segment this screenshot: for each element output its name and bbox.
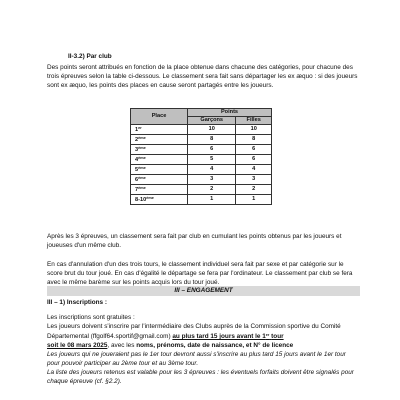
points-header: Points bbox=[188, 109, 272, 117]
boys-points-cell: 2 bbox=[188, 185, 236, 195]
boys-points-cell: 10 bbox=[188, 125, 236, 135]
place-cell: 6ème bbox=[131, 175, 188, 185]
girls-points-cell: 8 bbox=[236, 135, 272, 145]
table-row bbox=[131, 135, 272, 145]
boys-points-cell: 3 bbox=[188, 175, 236, 185]
cancellation-paragraph: En cas d'annulation d'un des trois tours, le classement individuel sera fait par sexe et par catégorie sur le score brut du tour joué. En cas d'égalité le départage se fera par l'ordinateur. Le classement par club se fera avec le même barème sur les points acquis lors du tour joué. bbox=[47, 261, 353, 286]
girls-points-cell: 10 bbox=[236, 125, 272, 135]
required-info: noms, prénoms, date de naissance, et N° de licence bbox=[136, 342, 294, 349]
boys-points-cell: 1 bbox=[188, 195, 236, 205]
place-header: Place bbox=[131, 109, 188, 125]
inscriptions-paragraph bbox=[47, 322, 360, 386]
deadline-text bbox=[172, 333, 283, 340]
girls-points-cell: 1 bbox=[236, 195, 272, 205]
place-cell: 4ème bbox=[131, 155, 188, 165]
deadline-sup: er bbox=[265, 333, 270, 337]
table-row bbox=[131, 195, 272, 205]
inscriptions-heading: III – 1) Inscriptions : bbox=[47, 299, 108, 306]
place-cell: 7ème bbox=[131, 185, 188, 195]
girls-points-cell: 4 bbox=[236, 165, 272, 175]
forfeit-note: La liste des joueurs retenus est valable pour les 3 épreuves : les éventuels forfaits doivent être signalés pour chaque épreuve (cf. §2.2). bbox=[47, 369, 354, 385]
engagement-banner: III – ENGAGEMENT bbox=[47, 286, 360, 296]
girls-header: Filles bbox=[236, 117, 272, 125]
points-table bbox=[130, 108, 272, 205]
place-cell: 5ème bbox=[131, 165, 188, 175]
table-row bbox=[131, 125, 272, 135]
girls-points-cell: 6 bbox=[236, 155, 272, 165]
girls-points-cell: 2 bbox=[236, 185, 272, 195]
girls-points-cell: 3 bbox=[236, 175, 272, 185]
deadline-date: soit le 08 mars 2025 bbox=[47, 342, 108, 349]
boys-points-cell: 4 bbox=[188, 165, 236, 175]
girls-points-cell: 6 bbox=[236, 145, 272, 155]
section-heading-club: II-3.2) Par club bbox=[68, 53, 112, 60]
deadline-tour: tour bbox=[271, 333, 284, 340]
place-cell: 2ème bbox=[131, 135, 188, 145]
boys-points-cell: 6 bbox=[188, 145, 236, 155]
boys-points-cell: 8 bbox=[188, 135, 236, 145]
place-cell: 8-10ème bbox=[131, 195, 188, 205]
inscriptions-line1: Les joueurs doivent s'inscrire par l'intermédiaire des Clubs auprès de la Commission sportive du Comité Départemental (ffgolf64.sportif@gmail.com) bbox=[47, 323, 341, 340]
with-text: , avec les bbox=[107, 342, 135, 349]
points-paragraph: Des points seront attribués en fonction de la place obtenue dans chacune des catégories, pour chacune des trois épreuves selon la table ci-dessous. Le classement sera fait sans départager les ex æquo : si des joueurs sont ex æquo, les points des places en cause seront partagés entre les joueurs. bbox=[47, 64, 358, 89]
table-row bbox=[131, 155, 272, 165]
place-cell: 3ème bbox=[131, 145, 188, 155]
inscriptions-free-text: Les inscriptions sont gratuites : bbox=[47, 314, 135, 321]
table-row bbox=[131, 165, 272, 175]
boys-header: Garçons bbox=[188, 117, 236, 125]
boys-points-cell: 5 bbox=[188, 155, 236, 165]
table-row bbox=[131, 145, 272, 155]
deadline-main: au plus tard 15 jours avant le 1 bbox=[172, 333, 266, 340]
first-round-note: Les joueurs qui ne joueraient pas le 1er tour devront aussi s'inscrire au plus tard 15 jours avant le 1er tour pour pouvoir participer au 2ème tour et au 3ème tour. bbox=[47, 351, 346, 367]
place-cell: 1er bbox=[131, 125, 188, 135]
table-row bbox=[131, 185, 272, 195]
table-row bbox=[131, 175, 272, 185]
table-header-row bbox=[131, 109, 272, 117]
table-body bbox=[131, 125, 272, 205]
club-ranking-paragraph: Après les 3 épreuves, un classement sera fait par club en cumulant les points obtenus par les joueurs et joueuses d'un même club. bbox=[47, 233, 342, 249]
